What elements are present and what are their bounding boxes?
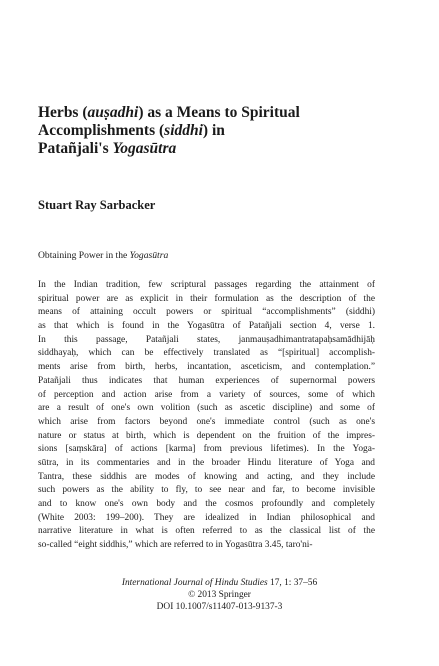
copyright: © 2013 Springer xyxy=(188,590,251,600)
body-line: spiritual power are as explicit in their formulation as the description of the xyxy=(38,293,375,304)
body-line: are a result of one's own volition (such as ascetic discipline) and some of xyxy=(38,403,375,414)
title-italic-term: Yogasūtra xyxy=(112,140,177,157)
body-line: sūtra, in its commentaries and in the broader Hindu literature of Yoga and xyxy=(38,457,375,468)
journal-citation xyxy=(0,577,439,589)
journal-name: International Journal of Hindu Studies xyxy=(121,578,268,588)
title-italic-term: siddhi xyxy=(164,122,203,139)
section-heading-text: Obtaining Power in the xyxy=(38,250,130,261)
body-line: Tantra, these siddhis are modes of knowing and acting, and they include xyxy=(38,471,375,482)
body-line: (White 2003: 199–200). They are idealized in Indian philosophical and xyxy=(38,512,375,523)
author-name: Stuart Ray Sarbacker xyxy=(38,198,156,212)
body-line: and to know one's own body and the cosmos profoundly and completely xyxy=(38,499,375,509)
body-line: nature or status at birth, which is dependent on the fruition of the impres- xyxy=(38,430,375,441)
journal-volume: 17, 1: 37–56 xyxy=(267,578,318,588)
title-line xyxy=(38,140,368,158)
body-line: Patañjali thus indicates that human experiences of supernormal powers xyxy=(38,375,375,386)
section-heading xyxy=(38,250,168,261)
body-line: of perception and action arise from a variety of sources, some of which xyxy=(38,389,375,400)
body-line: which arise from factors beyond one's immediate control (such as one's xyxy=(38,416,375,427)
article-title xyxy=(38,104,368,158)
body-line: ments arise from birth, herbs, incantation, asceticism, and contemplation.” xyxy=(38,362,375,373)
title-line xyxy=(38,104,368,122)
journal-footer xyxy=(0,577,439,613)
section-heading-italic: Yogasūtra xyxy=(129,250,169,261)
title-text: Accomplishments ( xyxy=(38,122,165,139)
body-line: means of attaining occult powers or spiritual “accomplishments” (siddhi) xyxy=(38,307,375,318)
body-paragraph xyxy=(38,279,375,553)
body-line: narrative literature in what is often referred to as the classical list of the xyxy=(38,526,375,537)
body-line: such powers as the ability to fly, to see near and far, to become invisible xyxy=(38,485,375,496)
title-line xyxy=(38,122,368,140)
title-text: ) as a Means to Spiritual xyxy=(138,104,300,121)
title-text: Herbs ( xyxy=(38,104,88,121)
body-line: sions [saṃskāra] of actions [karma] from previous lifetimes). In the Yoga- xyxy=(38,444,375,455)
title-text: ) in xyxy=(202,122,225,139)
title-text: Patañjali's xyxy=(38,140,113,157)
body-line: as that which is found in the Yogasūtra of Patañjali section 4, verse 1. xyxy=(38,321,375,332)
body-line: In this passage, Patañjali states, janmauṣadhimantratapaḥsamādhijāḥ xyxy=(38,334,375,345)
body-line: siddhayaḥ, which can be effectively translated as “[spiritual] accomplish- xyxy=(38,348,375,359)
doi: DOI 10.1007/s11407-013-9137-3 xyxy=(156,602,283,612)
title-italic-term: auṣadhi xyxy=(87,104,139,121)
body-line: so-called “eight siddhis,” which are referred to in Yogasūtra 3.45, taro'ni- xyxy=(38,540,313,551)
body-line: In the Indian tradition, few scriptural passages regarding the attainment of xyxy=(38,280,375,290)
